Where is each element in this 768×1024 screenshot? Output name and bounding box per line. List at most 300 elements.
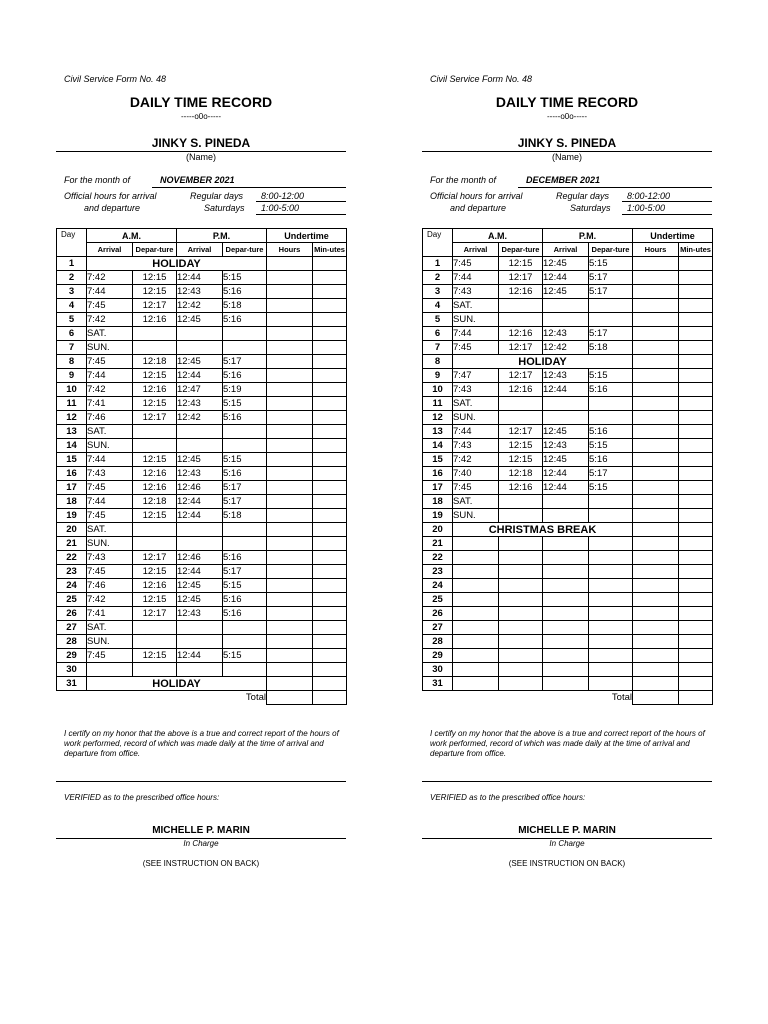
day-number: 30 — [57, 663, 87, 677]
minutes-cell — [679, 607, 713, 621]
am-arrival-cell — [453, 607, 499, 621]
pm-departure-cell: 5:15 — [223, 453, 267, 467]
name-caption: (Name) — [551, 152, 582, 162]
am-arrival-cell: SUN. — [87, 537, 133, 551]
dtr-form-december — [422, 0, 712, 1024]
pm-arrival-cell: 12:44 — [177, 271, 223, 285]
day-number: 20 — [57, 523, 87, 537]
pm-arrival-cell: 12:47 — [177, 383, 223, 397]
table-row — [423, 425, 713, 439]
saturdays-underline — [622, 214, 712, 215]
hours-cell — [633, 649, 679, 663]
am-arrival-cell: SUN. — [87, 439, 133, 453]
table-row — [423, 299, 713, 313]
hours-cell — [633, 663, 679, 677]
minutes-cell — [679, 341, 713, 355]
table-row — [423, 411, 713, 425]
am-departure-cell: 12:17 — [499, 369, 543, 383]
month-underline — [152, 187, 346, 188]
am-departure-cell: 12:15 — [499, 453, 543, 467]
pm-departure-cell: 5:16 — [223, 313, 267, 327]
am-departure-cell: 12:16 — [499, 481, 543, 495]
am-departure-header: Depar-ture — [133, 243, 177, 257]
pm-arrival-cell — [543, 299, 589, 313]
pm-departure-cell: 5:15 — [589, 439, 633, 453]
am-departure-cell — [499, 593, 543, 607]
saturdays-label: Saturdays — [570, 203, 611, 213]
table-row — [57, 383, 347, 397]
day-number: 30 — [423, 663, 453, 677]
hours-cell — [267, 481, 313, 495]
table-row — [423, 481, 713, 495]
pm-arrival-cell: 12:43 — [177, 607, 223, 621]
pm-header: P.M. — [177, 229, 267, 243]
day-number: 31 — [423, 677, 453, 691]
pm-departure-cell — [589, 621, 633, 635]
am-arrival-header: Arrival — [87, 243, 133, 257]
am-departure-cell: 12:17 — [133, 411, 177, 425]
hours-cell — [267, 425, 313, 439]
minutes-cell — [313, 327, 347, 341]
am-arrival-cell: 7:41 — [87, 397, 133, 411]
day-number: 19 — [423, 509, 453, 523]
minutes-cell — [313, 677, 347, 691]
day-number: 24 — [57, 579, 87, 593]
table-row — [57, 635, 347, 649]
day-number: 28 — [423, 635, 453, 649]
hours-cell — [267, 299, 313, 313]
minutes-cell — [679, 495, 713, 509]
table-row — [57, 285, 347, 299]
day-number: 31 — [57, 677, 87, 691]
minutes-cell — [679, 327, 713, 341]
am-arrival-cell: 7:44 — [87, 285, 133, 299]
am-departure-cell: 12:16 — [133, 481, 177, 495]
pm-arrival-cell: 12:43 — [543, 327, 589, 341]
hours-cell — [633, 481, 679, 495]
table-row — [57, 537, 347, 551]
hours-cell — [633, 635, 679, 649]
form-title: DAILY TIME RECORD — [129, 94, 273, 110]
hours-cell — [267, 369, 313, 383]
day-number: 25 — [423, 593, 453, 607]
day-note: HOLIDAY — [87, 677, 267, 691]
table-row — [423, 621, 713, 635]
am-departure-cell — [499, 509, 543, 523]
minutes-cell — [679, 677, 713, 691]
am-arrival-cell: SAT. — [87, 327, 133, 341]
pm-arrival-cell — [543, 579, 589, 593]
table-row — [423, 663, 713, 677]
hours-cell — [267, 649, 313, 663]
hours-cell — [633, 607, 679, 621]
hours-cell — [267, 551, 313, 565]
pm-arrival-cell — [543, 551, 589, 565]
am-departure-cell: 12:15 — [133, 565, 177, 579]
table-row — [423, 257, 713, 271]
pm-departure-cell: 5:17 — [589, 467, 633, 481]
pm-departure-cell: 5:15 — [589, 257, 633, 271]
am-departure-cell: 12:16 — [499, 285, 543, 299]
day-number: 21 — [57, 537, 87, 551]
pm-departure-cell — [589, 593, 633, 607]
pm-arrival-header: Arrival — [177, 243, 223, 257]
month-value: DECEMBER 2021 — [526, 175, 601, 185]
am-arrival-cell: 7:45 — [87, 355, 133, 369]
pm-departure-cell: 5:17 — [589, 271, 633, 285]
minutes-cell — [679, 439, 713, 453]
day-number: 5 — [423, 313, 453, 327]
day-number: 23 — [423, 565, 453, 579]
am-departure-cell: 12:18 — [499, 467, 543, 481]
pm-departure-cell — [589, 579, 633, 593]
minutes-cell — [313, 271, 347, 285]
pm-arrival-cell — [543, 607, 589, 621]
am-departure-cell: 12:16 — [133, 313, 177, 327]
hours-cell — [633, 509, 679, 523]
am-arrival-cell: SAT. — [87, 621, 133, 635]
am-departure-cell: 12:15 — [133, 369, 177, 383]
pm-arrival-cell — [543, 677, 589, 691]
pm-arrival-cell — [177, 635, 223, 649]
day-number: 6 — [57, 327, 87, 341]
day-number: 2 — [423, 271, 453, 285]
am-arrival-cell — [453, 677, 499, 691]
day-number: 24 — [423, 579, 453, 593]
day-number: 7 — [57, 341, 87, 355]
minutes-cell — [679, 537, 713, 551]
table-row — [423, 495, 713, 509]
am-arrival-cell — [453, 565, 499, 579]
am-arrival-cell: 7:44 — [453, 271, 499, 285]
hours-cell — [267, 257, 313, 271]
am-departure-cell — [499, 621, 543, 635]
am-departure-cell — [133, 621, 177, 635]
day-number: 26 — [423, 607, 453, 621]
table-row — [423, 313, 713, 327]
am-arrival-cell: SAT. — [453, 397, 499, 411]
am-departure-cell: 12:15 — [133, 453, 177, 467]
hours-cell — [633, 313, 679, 327]
pm-arrival-cell: 12:42 — [177, 411, 223, 425]
hours-cell — [633, 593, 679, 607]
hours-cell — [633, 467, 679, 481]
pm-arrival-cell — [543, 635, 589, 649]
day-note: CHRISTMAS BREAK — [453, 523, 633, 537]
day-number: 16 — [423, 467, 453, 481]
minutes-cell — [313, 579, 347, 593]
am-departure-cell — [499, 565, 543, 579]
table-row — [57, 663, 347, 677]
hours-cell — [633, 565, 679, 579]
pm-departure-cell: 5:15 — [223, 271, 267, 285]
hours-cell — [267, 523, 313, 537]
pm-departure-cell: 5:15 — [589, 481, 633, 495]
table-row — [423, 383, 713, 397]
am-arrival-cell: 7:44 — [453, 425, 499, 439]
instruction-note: (SEE INSTRUCTION ON BACK) — [508, 859, 626, 868]
pm-departure-cell: 5:18 — [223, 299, 267, 313]
signature-line — [422, 781, 712, 782]
am-arrival-cell: 7:42 — [87, 313, 133, 327]
table-row — [423, 439, 713, 453]
day-number: 8 — [57, 355, 87, 369]
minutes-cell — [313, 551, 347, 565]
hours-cell — [633, 523, 679, 537]
in-charge-caption: In Charge — [549, 839, 585, 848]
instruction-note: (SEE INSTRUCTION ON BACK) — [142, 859, 260, 868]
pm-departure-cell: 5:18 — [589, 341, 633, 355]
table-row — [423, 523, 713, 537]
day-header: Day — [57, 229, 87, 257]
pm-departure-cell — [589, 649, 633, 663]
am-arrival-cell: SUN. — [87, 341, 133, 355]
pm-arrival-cell — [177, 523, 223, 537]
regular-days-underline — [622, 201, 712, 202]
minutes-cell — [679, 481, 713, 495]
table-row — [57, 677, 347, 691]
minutes-cell — [679, 565, 713, 579]
hours-cell — [633, 537, 679, 551]
day-number: 14 — [57, 439, 87, 453]
pm-departure-cell: 5:15 — [223, 649, 267, 663]
pm-departure-cell: 5:16 — [223, 411, 267, 425]
verified-text: VERIFIED as to the prescribed office hours: — [430, 793, 586, 802]
am-departure-cell: 12:17 — [133, 299, 177, 313]
table-row — [423, 327, 713, 341]
time-record-table — [56, 228, 347, 705]
table-row — [57, 509, 347, 523]
day-number: 18 — [57, 495, 87, 509]
table-row — [423, 593, 713, 607]
table-row — [423, 453, 713, 467]
table-row — [423, 467, 713, 481]
day-number: 12 — [423, 411, 453, 425]
pm-arrival-cell — [177, 341, 223, 355]
hours-cell — [633, 397, 679, 411]
pm-arrival-cell: 12:43 — [177, 397, 223, 411]
day-number: 7 — [423, 341, 453, 355]
day-number: 11 — [57, 397, 87, 411]
pm-departure-header: Depar-ture — [223, 243, 267, 257]
pm-arrival-cell — [543, 593, 589, 607]
regular-days-label: Regular days — [190, 191, 244, 201]
hours-cell — [267, 313, 313, 327]
table-row — [423, 579, 713, 593]
am-departure-cell — [133, 523, 177, 537]
pm-arrival-cell — [543, 509, 589, 523]
minutes-cell — [313, 425, 347, 439]
hours-cell — [267, 439, 313, 453]
am-arrival-cell: SAT. — [87, 523, 133, 537]
am-departure-cell — [133, 439, 177, 453]
minutes-cell — [679, 551, 713, 565]
am-departure-cell — [499, 411, 543, 425]
am-arrival-cell — [453, 537, 499, 551]
pm-arrival-cell: 12:45 — [177, 593, 223, 607]
minutes-cell — [313, 663, 347, 677]
am-departure-cell: 12:16 — [133, 579, 177, 593]
table-row — [57, 299, 347, 313]
am-arrival-cell: 7:44 — [87, 495, 133, 509]
am-departure-cell: 12:15 — [499, 439, 543, 453]
am-departure-cell — [133, 327, 177, 341]
am-departure-cell: 12:15 — [133, 271, 177, 285]
am-arrival-cell: 7:41 — [87, 607, 133, 621]
hours-cell — [267, 467, 313, 481]
am-departure-cell: 12:15 — [133, 397, 177, 411]
am-departure-cell — [499, 607, 543, 621]
pm-departure-cell: 5:16 — [589, 383, 633, 397]
pm-arrival-cell: 12:45 — [177, 355, 223, 369]
month-underline — [518, 187, 712, 188]
pm-arrival-cell: 12:43 — [177, 467, 223, 481]
table-row — [57, 327, 347, 341]
pm-departure-cell — [589, 509, 633, 523]
minutes-cell — [679, 369, 713, 383]
official-hours-label: Official hours for arrival — [64, 191, 157, 201]
minutes-cell — [313, 257, 347, 271]
pm-arrival-cell — [177, 663, 223, 677]
hours-cell — [633, 271, 679, 285]
pm-departure-cell — [223, 537, 267, 551]
pm-arrival-cell: 12:44 — [543, 271, 589, 285]
pm-departure-cell — [223, 327, 267, 341]
am-arrival-cell — [453, 635, 499, 649]
am-departure-cell: 12:15 — [133, 649, 177, 663]
day-number: 23 — [57, 565, 87, 579]
employee-name: JINKY S. PINEDA — [517, 136, 617, 150]
pm-arrival-cell — [177, 537, 223, 551]
table-row — [57, 341, 347, 355]
pm-departure-cell: 5:17 — [589, 327, 633, 341]
pm-departure-cell — [223, 635, 267, 649]
hours-cell — [267, 495, 313, 509]
hours-cell — [267, 453, 313, 467]
certification-text: I certify on my honor that the above is a true and correct report of the hours of work performed, record of which was made daily at the time of arrival and departure from office. — [64, 729, 339, 758]
total-row — [57, 691, 347, 705]
minutes-cell — [313, 593, 347, 607]
day-number: 8 — [423, 355, 453, 369]
minutes-cell — [313, 411, 347, 425]
title-separator: -----o0o----- — [547, 112, 587, 121]
pm-arrival-cell: 12:44 — [177, 649, 223, 663]
minutes-cell — [679, 271, 713, 285]
am-arrival-cell: 7:42 — [453, 453, 499, 467]
am-arrival-cell: 7:46 — [87, 579, 133, 593]
signature-line — [56, 781, 346, 782]
table-row — [57, 565, 347, 579]
minutes-cell — [313, 509, 347, 523]
table-row — [57, 397, 347, 411]
regular-days-label: Regular days — [556, 191, 610, 201]
minutes-cell — [313, 383, 347, 397]
minutes-cell — [313, 285, 347, 299]
pm-arrival-cell: 12:45 — [177, 579, 223, 593]
pm-arrival-cell — [177, 439, 223, 453]
am-departure-cell: 12:17 — [133, 607, 177, 621]
month-label: For the month of — [430, 175, 497, 185]
am-arrival-cell: 7:45 — [453, 481, 499, 495]
am-departure-cell: 12:18 — [133, 355, 177, 369]
in-charge-name: MICHELLE P. MARIN — [518, 825, 616, 836]
pm-arrival-cell: 12:45 — [177, 313, 223, 327]
minutes-cell — [313, 621, 347, 635]
am-departure-cell: 12:16 — [499, 327, 543, 341]
hours-cell — [633, 621, 679, 635]
am-departure-cell — [499, 551, 543, 565]
pm-arrival-cell: 12:43 — [543, 369, 589, 383]
pm-arrival-cell — [543, 537, 589, 551]
am-header: A.M. — [87, 229, 177, 243]
saturdays-value: 1:00-5:00 — [261, 203, 300, 213]
pm-departure-cell — [223, 439, 267, 453]
minutes-cell — [679, 621, 713, 635]
hours-cell — [633, 411, 679, 425]
day-number: 27 — [57, 621, 87, 635]
hours-cell — [633, 327, 679, 341]
am-arrival-cell: 7:44 — [453, 327, 499, 341]
day-number: 19 — [57, 509, 87, 523]
am-arrival-cell: SAT. — [453, 299, 499, 313]
minutes-cell — [679, 313, 713, 327]
minutes-cell — [679, 649, 713, 663]
total-minutes-cell — [313, 691, 347, 705]
pm-arrival-cell — [543, 397, 589, 411]
day-number: 10 — [423, 383, 453, 397]
am-arrival-cell: SUN. — [453, 313, 499, 327]
day-number: 3 — [423, 285, 453, 299]
hours-cell — [633, 495, 679, 509]
pm-arrival-cell: 12:44 — [543, 383, 589, 397]
verified-text: VERIFIED as to the prescribed office hours: — [64, 793, 220, 802]
hours-cell — [267, 509, 313, 523]
pm-departure-cell — [589, 397, 633, 411]
day-number: 29 — [57, 649, 87, 663]
hours-cell — [633, 299, 679, 313]
minutes-cell — [313, 649, 347, 663]
am-arrival-cell — [453, 579, 499, 593]
day-number: 26 — [57, 607, 87, 621]
am-departure-cell: 12:15 — [499, 257, 543, 271]
day-number: 22 — [57, 551, 87, 565]
pm-arrival-cell: 12:44 — [543, 467, 589, 481]
day-number: 17 — [423, 481, 453, 495]
minutes-cell — [679, 285, 713, 299]
day-header: Day — [423, 229, 453, 257]
hours-cell — [267, 285, 313, 299]
day-number: 27 — [423, 621, 453, 635]
pm-arrival-cell: 12:42 — [177, 299, 223, 313]
saturdays-value: 1:00-5:00 — [627, 203, 666, 213]
pm-departure-cell: 5:16 — [589, 425, 633, 439]
hours-cell — [633, 355, 679, 369]
pm-arrival-cell: 12:45 — [543, 425, 589, 439]
pm-departure-cell — [223, 341, 267, 355]
hours-cell — [267, 621, 313, 635]
pm-departure-cell — [589, 607, 633, 621]
am-arrival-cell — [453, 551, 499, 565]
pm-arrival-cell: 12:44 — [177, 369, 223, 383]
pm-arrival-cell: 12:45 — [543, 453, 589, 467]
minutes-cell — [679, 425, 713, 439]
hours-cell — [267, 327, 313, 341]
am-arrival-cell — [453, 663, 499, 677]
pm-arrival-cell — [543, 621, 589, 635]
table-row — [423, 271, 713, 285]
am-arrival-cell — [453, 621, 499, 635]
hours-cell — [267, 565, 313, 579]
